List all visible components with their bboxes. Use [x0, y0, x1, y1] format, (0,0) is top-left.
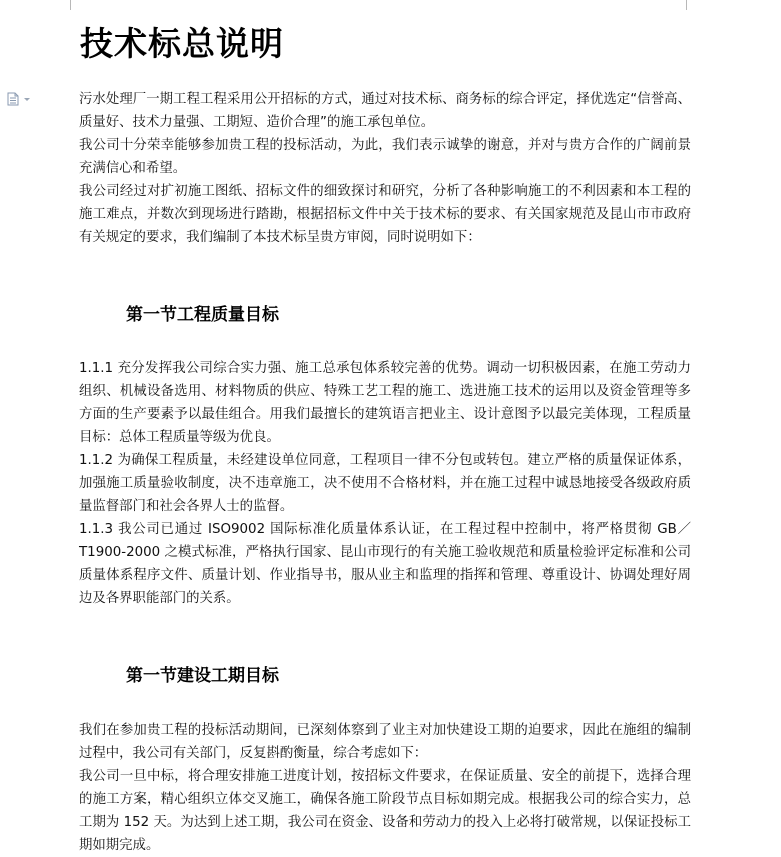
intro-paragraph-3: 我公司经过对扩初施工图纸、招标文件的细致探讨和研究，分析了各种影响施工的不利因素和本工程的施工难点，并数次到现场进行踏勘，根据招标文件中关于技术标的要求、有关国家规范及昆山市市政府有关规定的要求，我们编制了本技术标呈贵方审阅，同时说明如下： [79, 184, 691, 245]
quality-paragraph-1-1-2: 1.1.2 为确保工程质量，未经建设单位同意，工程项目一律不分包或转包。建立严格的质量保证体系，加强施工质量验收制度，决不违章施工，决不使用不合格材料，并在施工过程中诚恳地接受各级政府质量监督部门和社会各界人士的监督。 [79, 453, 691, 514]
schedule-paragraph-1: 我们在参加贵工程的投标活动期间，已深刻体察到了业主对加快建设工期的迫要求，因此在施组的编制过程中，我公司有关部门，反复斟酌衡量，综合考虑如下： [79, 723, 691, 761]
section-heading-quality: 第一节工程质量目标 [126, 305, 279, 325]
schedule-paragraph-2: 我公司一旦中标，将合理安排施工进度计划，按招标文件要求，在保证质量、安全的前提下，选择合理的施工方案，精心组织立体交叉施工，确保各施工阶段节点目标如期完成。根据我公司的综合实力，总工期为 152 天。为达到上述工期，我公司在资金、设备和劳动力的投入上必将打破常规，以保证投标工期如期完成。 [79, 769, 691, 853]
section-heading-schedule: 第一节建设工期目标 [126, 666, 279, 686]
intro-paragraph-2: 我公司十分荣幸能够参加贵工程的投标活动，为此，我们表示诚挚的谢意，并对与贵方合作的广阔前景充满信心和希望。 [79, 138, 691, 176]
document-title: 技术标总说明 [80, 24, 284, 63]
document-page-icon[interactable] [6, 91, 34, 105]
page-corner-mark-right [686, 0, 697, 10]
quality-paragraph-1-1-1: 1.1.1 充分发挥我公司综合实力强、施工总承包体系较完善的优势。调动一切积极因素，在施工劳动力组织、机械设备选用、材料物质的供应、特殊工艺工程的施工、选进施工技术的运用以及资金管理等多方面的生产要素予以最佳组合。用我们最擅长的建筑语言把业主、设计意图予以最完美体现，工程质量目标：总体工程质量等级为优良。 [79, 361, 691, 445]
intro-paragraph-1: 污水处理厂一期工程工程采用公开招标的方式，通过对技术标、商务标的综合评定，择优选定“信誉高、质量好、技术力量强、工期短、造价合理”的施工承包单位。 [79, 92, 691, 130]
quality-paragraph-1-1-3: 1.1.3 我公司已通过 ISO9002 国际标准化质量体系认证，在工程过程中控制中，将严格贯彻 GB／T1900-2000 之模式标准，严格执行国家、昆山市现行的有关施工验收规范和质量检验评定标准和公司质量体系程序文件、质量计划、作业指导书，服从业主和监理的指挥和管理、尊重设计、协调处理好周边及各界职能部门的关系。 [79, 522, 691, 606]
page-corner-mark-left [60, 0, 71, 10]
